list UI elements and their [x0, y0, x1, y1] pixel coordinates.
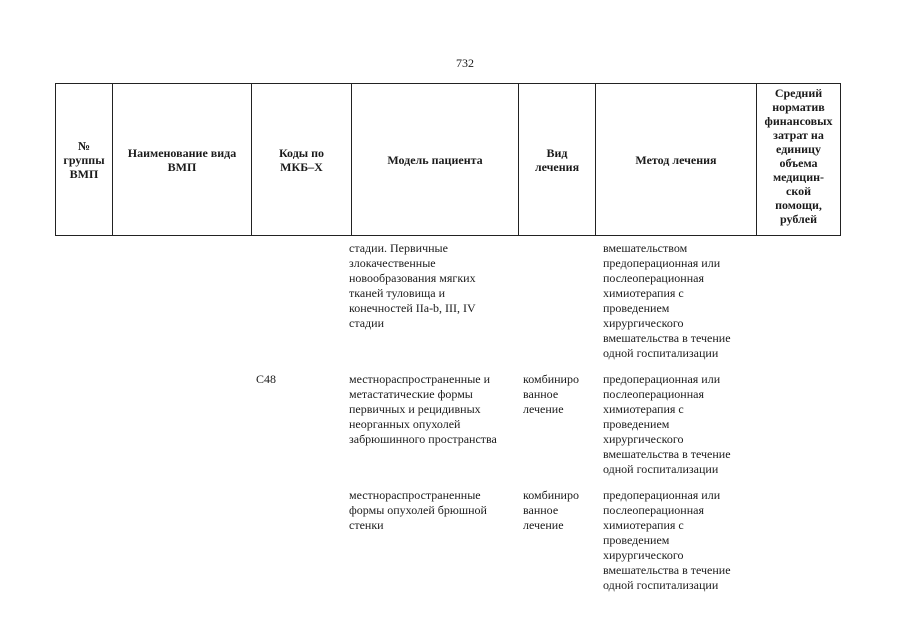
header-vmp-name: Наименование вида ВМП — [113, 84, 252, 236]
header-average-cost: Средний норматив финансовых затрат на единицу объема медицин- ской помощи, рублей — [757, 84, 841, 236]
header-treatment-type: Вид лечения — [519, 84, 596, 236]
table-header — [55, 83, 841, 236]
treatment-method-cell: предоперационная или послеоперационная химиотерапия с проведением хирургического вмешательства в течение одной госпитализации — [603, 488, 731, 592]
treatment-method-cell: вмешательством предоперационная или послеоперационная химиотерапия с проведением хирургического вмешательства в течение одной госпитализации — [603, 241, 731, 360]
patient-model-cell: стадии. Первичные злокачественные новообразования мягких тканей туловища и конечностей IIa-b, III, IV стадии — [349, 241, 476, 330]
header-treatment-method: Метод лечения — [596, 84, 757, 236]
treatment-method-cell: предоперационная или послеоперационная химиотерапия с проведением хирургического вмешательства в течение одной госпитализации — [603, 372, 731, 476]
treatment-type-cell: комбиниро ванное лечение — [523, 488, 579, 532]
header-patient-model: Модель пациента — [352, 84, 519, 236]
page-number: 732 — [456, 56, 474, 70]
icd-code-cell: C48 — [256, 372, 277, 386]
treatment-type-cell: комбиниро ванное лечение — [523, 372, 579, 416]
header-icd-codes: Коды по МКБ–Х — [252, 84, 352, 236]
header-group-number: № группы ВМП — [56, 84, 113, 236]
patient-model-cell: местнораспространенные и метастатические формы первичных и рецидивных неорганных опухолей забрюшинного пространства — [349, 372, 497, 446]
patient-model-cell: местнораспространенные формы опухолей брюшной стенки — [349, 488, 487, 532]
